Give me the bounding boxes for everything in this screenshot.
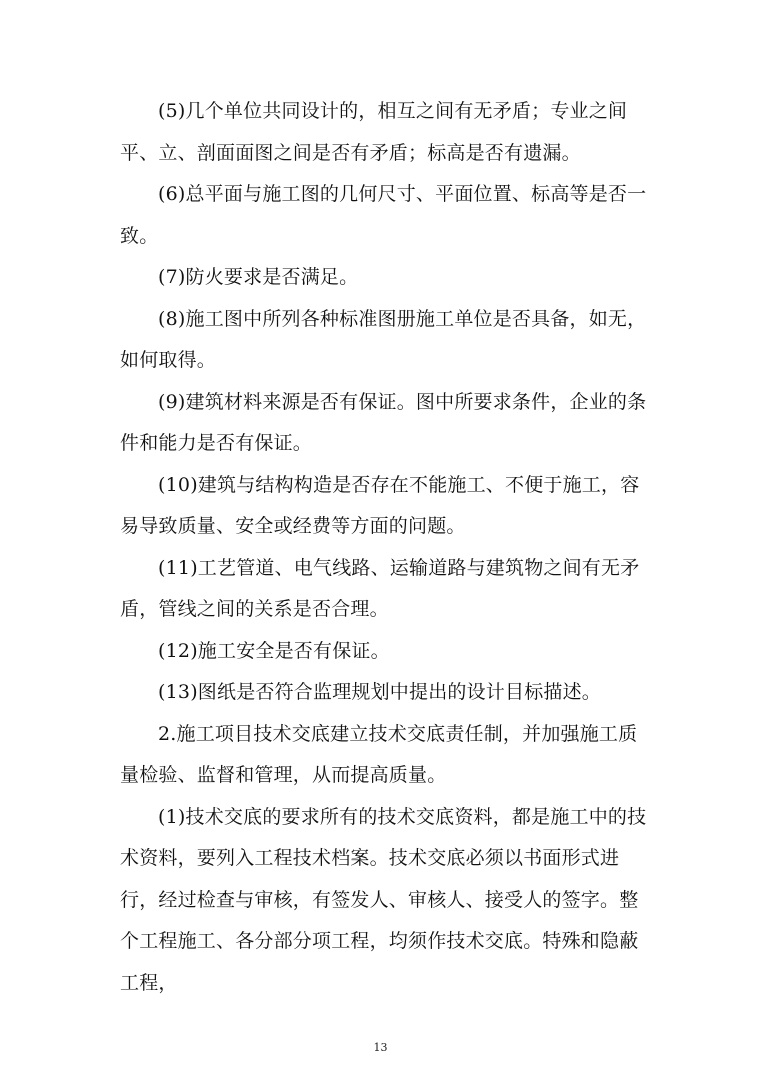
paragraph-6-site-plan: (6)总平面与施工图的几何尺寸、平面位置、标高等是否一致。 bbox=[120, 183, 647, 247]
paragraph-11-pipelines: (11)工艺管道、电气线路、运输道路与建筑物之间有无矛盾，管线之间的关系是否合理。 bbox=[120, 556, 640, 620]
paragraph-9-materials: (9)建筑材料来源是否有保证。图中所要求条件，企业的条件和能力是否有保证。 bbox=[120, 390, 647, 454]
paragraph-8-standard-drawings: (8)施工图中所列各种标准图册施工单位是否具备，如无，如何取得。 bbox=[120, 307, 647, 371]
body-text bbox=[120, 91, 650, 1004]
paragraph-5-design-consistency: (5)几个单位共同设计的，相互之间有无矛盾；专业之间平、立、剖面面图之间是否有矛盾；标高是否有遗漏。 bbox=[120, 100, 628, 164]
paragraph-10-construction-issues: (10)建筑与结构构造是否存在不能施工、不便于施工，容易导致质量、安全或经费等方面的问题。 bbox=[120, 473, 640, 537]
paragraph-12-safety: (12)施工安全是否有保证。 bbox=[158, 639, 390, 662]
paragraph-13-design-goals: (13)图纸是否符合监理规划中提出的设计目标描述。 bbox=[158, 681, 602, 703]
page-number: 13 bbox=[373, 1041, 388, 1054]
section-2-technical-briefing: 2.施工项目技术交底建立技术交底责任制，并加强施工质量检验、监督和管理，从而提高质量。 bbox=[120, 722, 638, 786]
paragraph-1-briefing-requirements: (1)技术交底的要求所有的技术交底资料，都是施工中的技术资料，要列入工程技术档案。技术交底必须以书面形式进行，经过检查与审核，有签发人、审核人、接受人的签字。整个工程施工、各分部分项工程，均须作技术交底。特殊和隐蔽工程， bbox=[120, 805, 647, 994]
paragraph-7-fire-protection: (7)防火要求是否满足。 bbox=[158, 266, 359, 288]
